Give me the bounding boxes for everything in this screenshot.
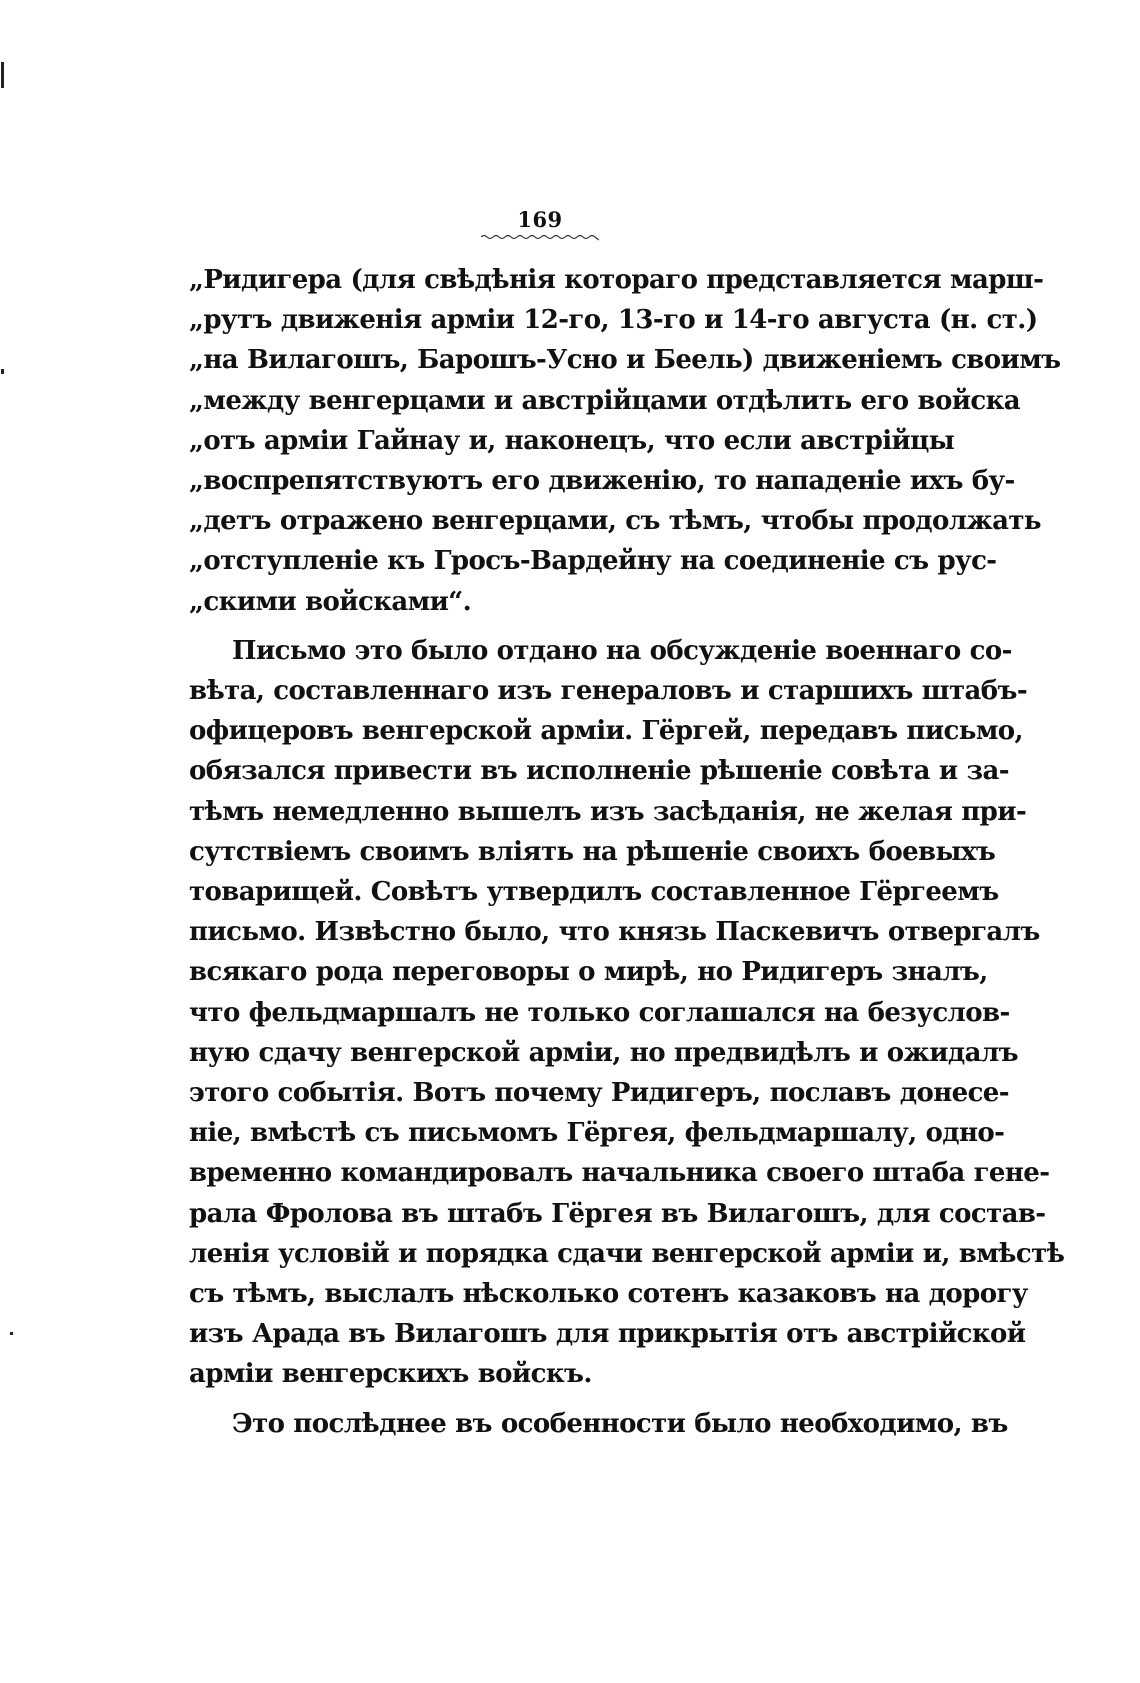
body-text [189,260,1065,1444]
paragraph-quote [189,260,1061,622]
text-line: арміи венгерскихъ войскъ. [189,1359,592,1390]
page-number: 169 [517,207,563,232]
page-header [470,208,610,243]
text-line: „отступленіе къ Гросъ-Вардейну на соединеніе съ рус- [189,546,997,577]
text-line: ленія условій и порядка сдачи венгерской арміи и, вмѣстѣ [189,1238,1065,1269]
text-line: „детъ отражено венгерцами, съ тѣмъ, чтобы продолжать [189,506,1041,537]
text-line: „на Вилагошъ, Барошъ-Усно и Беель) движеніемъ своимъ [189,345,1061,376]
text-line: этого событія. Вотъ почему Ридигеръ, пославъ донесе- [189,1078,1009,1109]
text-line: Письмо это было отдано на обсужденіе военнаго со- [232,635,1012,666]
text-line: ніе, вмѣстѣ съ письмомъ Гёргея, фельдмаршалу, одно- [189,1118,1005,1149]
text-line: товарищей. Совѣтъ утвердилъ составленное Гёргеемъ [189,877,999,908]
wavy-rule-ornament [481,234,599,243]
text-line: „Ридигера (для свѣдѣнія котораго представляется марш- [189,265,1044,295]
paragraph-final [189,1404,1008,1444]
scan-mark-top [1,62,4,88]
text-line: вѣта, составленнаго изъ генераловъ и старшихъ штабъ- [189,676,1028,707]
text-line: письмо. Извѣстно было, что князь Паскевичъ отвергалъ [189,917,1040,948]
scan-mark-middle [1,369,4,374]
paragraph-gap [189,622,896,631]
text-line: временно командировалъ начальника своего штаба гене- [189,1158,1050,1189]
paragraph-gap [189,1395,896,1404]
text-line: „рутъ движенія арміи 12-го, 13-го и 14-го августа (н. ст.) [189,305,1038,336]
text-line: ную сдачу венгерской арміи, но предвидѣлъ и ожидалъ [189,1037,1018,1068]
text-line: тѣмъ немедленно вышелъ изъ засѣданія, не желая при- [189,796,1027,827]
text-line: „воспрепятствуютъ его движенію, то нападеніе ихъ бу- [189,466,1015,497]
text-line: офицеровъ венгерской арміи. Гёргей, передавъ письмо, [189,716,1023,747]
text-line: сутствіемъ своимъ вліять на рѣшеніе своихъ боевыхъ [189,836,996,867]
text-line: Это послѣднее въ особенности было необходимо, въ [232,1408,1008,1439]
text-line: что фельдмаршалъ не только соглашался на безуслов- [189,997,1010,1028]
text-line: изъ Арада въ Вилагошъ для прикрытія отъ австрійской [189,1319,1026,1350]
text-line: „отъ арміи Гайнау и, наконецъ, что если австрійцы [189,425,955,456]
text-line: всякаго рода переговоры о мирѣ, но Ридигеръ зналъ, [189,957,988,988]
text-line: обязался привести въ исполненіе рѣшеніе совѣта и за- [189,756,1009,787]
text-line: съ тѣмъ, выслалъ нѣсколько сотенъ казаковъ на дорогу [189,1279,1028,1310]
text-line: „скими войсками“. [189,586,472,617]
scan-mark-bottom [10,1332,13,1335]
paragraph-council [189,631,1065,1395]
text-line: „между венгерцами и австрійцами отдѣлить его войска [189,385,1021,416]
text-line: рала Фролова въ штабъ Гёргея въ Вилагошъ, для состав- [189,1198,1046,1229]
